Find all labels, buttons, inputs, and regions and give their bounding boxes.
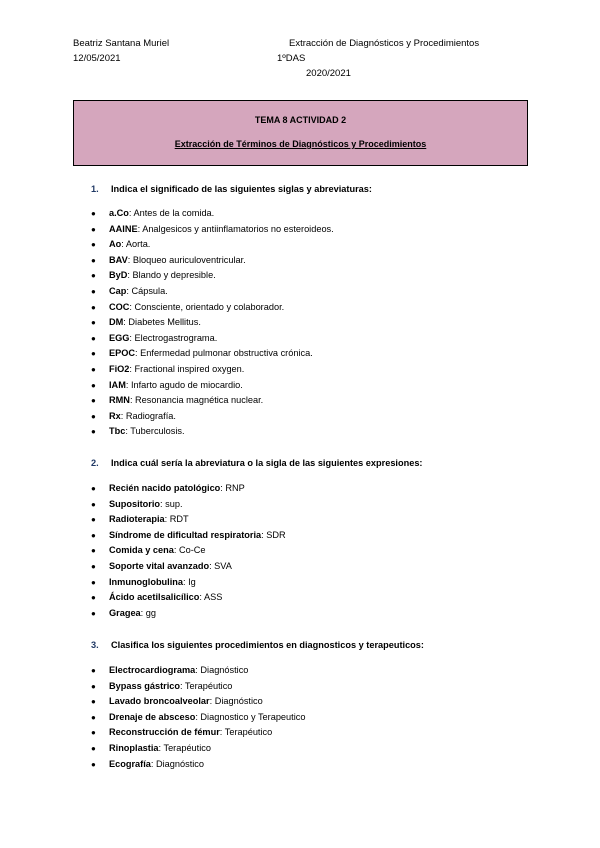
list-item: [91, 268, 334, 284]
section2-list: [91, 481, 286, 621]
bullet-icon: ●: [91, 333, 96, 343]
item-description: : Terapéutico: [219, 727, 273, 738]
title-box: [73, 100, 528, 166]
item-description: : Tuberculosis.: [125, 426, 185, 437]
item-term: Ao: [109, 239, 122, 250]
item-term: RMN: [109, 395, 130, 406]
list-item: [91, 284, 334, 300]
bullet-icon: ●: [91, 240, 96, 250]
activity-title: TEMA 8 ACTIVIDAD 2: [254, 115, 347, 125]
list-item: [91, 559, 286, 575]
item-term: Gragea: [109, 607, 141, 618]
bullet-icon: ●: [91, 427, 96, 437]
item-term: EPOC: [109, 348, 136, 359]
bullet-icon: ●: [91, 224, 96, 234]
item-description: : Enfermedad pulmonar obstructiva crónica.: [135, 348, 313, 359]
item-description: : Resonancia magnética nuclear.: [129, 395, 264, 406]
item-description: : Analgesicos y antiinflamatorios no esteroideos.: [137, 223, 334, 234]
list-item: [91, 315, 334, 331]
list-item: [91, 424, 334, 440]
item-term: Ácido acetilsalicílico: [109, 592, 200, 603]
bullet-icon: ●: [91, 286, 96, 296]
section2-number: 2.: [91, 458, 99, 468]
list-item: [91, 237, 334, 253]
item-term: Rinoplastia: [109, 742, 159, 753]
item-term: Radioterapia: [109, 514, 165, 525]
bullet-icon: ●: [91, 593, 96, 603]
item-term: Cap: [109, 285, 127, 296]
bullet-icon: ●: [91, 577, 96, 587]
bullet-icon: ●: [91, 396, 96, 406]
item-description: : Cápsula.: [126, 285, 168, 296]
section3-heading-text: Clasifica los siguientes procedimientos en diagnosticos y terapeuticos:: [111, 640, 424, 650]
bullet-icon: ●: [91, 484, 96, 493]
item-description: : ASS: [199, 592, 223, 603]
bullet-icon: ●: [91, 209, 96, 218]
list-item: [91, 206, 334, 222]
bullet-icon: ●: [91, 349, 96, 359]
item-term: ByD: [109, 270, 128, 281]
list-item: [91, 725, 305, 741]
bullet-icon: ●: [91, 271, 96, 281]
list-item: [91, 378, 334, 394]
bullet-icon: ●: [91, 255, 96, 265]
item-term: Tbc: [109, 426, 126, 437]
item-term: Recién nacido patológico: [109, 483, 221, 493]
item-term: Ecografía: [109, 758, 151, 769]
item-description: : Consciente, orientado y colaborador.: [129, 301, 285, 312]
item-term: AAINE: [109, 223, 138, 234]
item-term: Supositorio: [109, 498, 161, 509]
bullet-icon: ●: [91, 546, 96, 556]
section2-heading: [91, 458, 423, 468]
section3-heading: [91, 640, 424, 650]
item-term: DM: [109, 317, 124, 328]
item-description: : sup.: [160, 498, 183, 509]
list-item: [91, 694, 305, 710]
section1-number: 1.: [91, 184, 99, 194]
list-item: [91, 393, 334, 409]
list-item: [91, 362, 334, 378]
bullet-icon: ●: [91, 530, 96, 540]
item-term: Síndrome de dificultad respiratoria: [109, 529, 262, 540]
item-description: : Diabetes Mellitus.: [123, 317, 201, 328]
list-item: [91, 253, 334, 269]
item-description: : Diagnóstico: [150, 758, 204, 769]
list-item: [91, 710, 305, 726]
item-term: FiO2: [109, 363, 130, 374]
list-item: [91, 331, 334, 347]
list-item: [91, 606, 286, 622]
item-term: Inmunoglobulina: [109, 576, 183, 587]
list-item: [91, 543, 286, 559]
list-item: [91, 575, 286, 591]
item-description: : RDT: [164, 514, 189, 525]
item-description: : SDR: [261, 529, 286, 540]
bullet-icon: ●: [91, 561, 96, 571]
item-description: : Fractional inspired oxygen.: [129, 363, 245, 374]
section3-list: [91, 663, 305, 772]
item-description: : Blando y depresible.: [127, 270, 216, 281]
list-item: [91, 512, 286, 528]
bullet-icon: ●: [91, 712, 96, 722]
item-term: BAV: [109, 254, 128, 265]
item-description: : Electrogastrograma.: [129, 332, 218, 343]
list-item: [91, 741, 305, 757]
list-item: [91, 528, 286, 544]
item-description: : Ig: [183, 576, 196, 587]
bullet-icon: ●: [91, 666, 96, 675]
item-term: Lavado broncoalveolar: [109, 696, 210, 707]
item-description: : Bloqueo auriculoventricular.: [127, 254, 246, 265]
list-item: [91, 481, 286, 497]
item-description: : SVA: [209, 560, 232, 571]
section1-heading-text: Indica el significado de las siguientes siglas y abreviaturas:: [111, 184, 372, 194]
item-term: Soporte vital avanzado: [109, 560, 210, 571]
item-description: : Diagnostico y Terapeutico: [195, 711, 306, 722]
bullet-icon: ●: [91, 318, 96, 328]
section1-heading: [91, 184, 372, 194]
item-term: EGG: [109, 332, 130, 343]
section2-heading-text: Indica cuál sería la abreviatura o la sigla de las siguientes expresiones:: [111, 458, 423, 468]
list-item: [91, 590, 286, 606]
section1-list: [91, 206, 334, 440]
item-description: : Terapéutico: [158, 742, 211, 753]
list-item: [91, 663, 305, 679]
item-description: : Radiografía.: [120, 410, 176, 421]
item-term: Reconstrucción de fémur: [109, 727, 220, 738]
item-description: : gg: [140, 607, 156, 618]
list-item: [91, 757, 305, 773]
item-term: Electrocardiograma: [109, 665, 196, 675]
item-term: Comida y cena: [109, 545, 174, 556]
section3-number: 3.: [91, 640, 99, 650]
item-description: : Diagnóstico: [209, 696, 263, 707]
bullet-icon: ●: [91, 697, 96, 707]
bullet-icon: ●: [91, 411, 96, 421]
item-description: : Diagnóstico: [195, 665, 249, 675]
header-date: 12/05/2021: [73, 53, 121, 64]
item-term: a.Co: [109, 208, 129, 218]
list-item: [91, 497, 286, 513]
header-subject: Extracción de Diagnósticos y Procedimientos: [289, 38, 480, 49]
item-description: : RNP: [220, 483, 245, 493]
item-term: Rx: [109, 410, 121, 421]
list-item: [91, 346, 334, 362]
item-term: IAM: [109, 379, 126, 390]
bullet-icon: ●: [91, 499, 96, 509]
bullet-icon: ●: [91, 515, 96, 525]
item-term: Bypass gástrico: [109, 680, 180, 691]
item-term: Drenaje de absceso: [109, 711, 196, 722]
header-year: 2020/2021: [306, 68, 351, 79]
item-description: : Antes de la comida.: [128, 208, 215, 218]
item-description: : Infarto agudo de miocardio.: [125, 379, 243, 390]
bullet-icon: ●: [91, 728, 96, 738]
bullet-icon: ●: [91, 743, 96, 753]
activity-subtitle: Extracción de Términos de Diagnósticos y Procedimientos: [174, 139, 427, 149]
bullet-icon: ●: [91, 759, 96, 769]
list-item: [91, 300, 334, 316]
list-item: [91, 222, 334, 238]
item-description: : Aorta.: [121, 239, 151, 250]
header-author: Beatriz Santana Muriel: [73, 38, 170, 49]
bullet-icon: ●: [91, 681, 96, 691]
list-item: [91, 679, 305, 695]
item-description: : Terapéutico: [179, 680, 233, 691]
list-item: [91, 409, 334, 425]
bullet-icon: ●: [91, 608, 96, 618]
item-description: : Co-Ce: [173, 545, 206, 556]
bullet-icon: ●: [91, 364, 96, 374]
bullet-icon: ●: [91, 302, 96, 312]
item-term: COC: [109, 301, 130, 312]
bullet-icon: ●: [91, 380, 96, 390]
header-course: 1ºDAS: [277, 53, 306, 64]
